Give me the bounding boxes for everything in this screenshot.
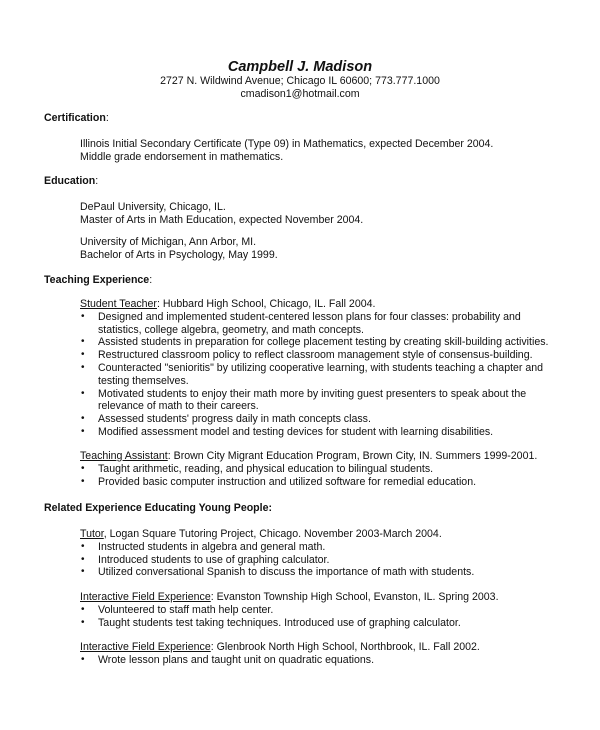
- certification-heading: Certification:: [44, 112, 109, 124]
- certification-heading-text: Certification: [44, 112, 106, 124]
- job-title: Interactive Field Experience: [80, 641, 211, 653]
- related-job: [80, 528, 560, 579]
- bullet-text: Volunteered to staff math help center.: [98, 603, 274, 616]
- bullet-text: Provided basic computer instruction and utilized software for remedial education.: [98, 475, 477, 488]
- certification-line: Illinois Initial Secondary Certificate (Type 09) in Mathematics, expected December 2004.: [80, 138, 494, 150]
- job-title: Teaching Assistant: [80, 450, 168, 462]
- school-name: University of Michigan, Ann Arbor, MI.: [80, 236, 257, 248]
- job-title: Tutor: [80, 528, 104, 540]
- list-item: [80, 426, 560, 439]
- list-item: [80, 413, 560, 426]
- bullet-text: Motivated students to enjoy their math more by inviting guest presenters to speak about the relevance of math to their careers.: [98, 387, 527, 413]
- related-job: [80, 641, 560, 667]
- job-detail: : Hubbard High School, Chicago, IL. Fall 2004.: [156, 298, 376, 310]
- job-title: Student Teacher: [80, 298, 157, 310]
- school-degree: Bachelor of Arts in Psychology, May 1999.: [80, 248, 278, 261]
- bullet-text: Counteracted "senioritis" by utilizing cooperative learning, with students teaching a chapter and testing themselves.: [98, 361, 544, 387]
- school-degree: Master of Arts in Math Education, expected November 2004.: [80, 213, 364, 226]
- job-bullets: [80, 604, 560, 630]
- bullet-icon: •: [81, 336, 85, 348]
- list-item: [80, 362, 560, 388]
- related-heading-text: Related Experience Educating Young People: [44, 502, 269, 514]
- candidate-name: Campbell J. Madison: [227, 59, 373, 75]
- job-title-line: [80, 298, 560, 311]
- job-bullets: [80, 654, 560, 667]
- job-detail: : Evanston Township High School, Evanston, IL. Spring 2003.: [210, 591, 499, 603]
- list-item: [80, 654, 560, 667]
- teaching-job: [80, 450, 560, 488]
- education-heading: Education:: [44, 175, 99, 187]
- list-item: [80, 566, 560, 579]
- certification-block: [80, 138, 560, 164]
- bullet-text: Introduced students to use of graphing calculator.: [98, 553, 330, 566]
- list-item: [80, 554, 560, 567]
- bullet-icon: •: [81, 361, 85, 373]
- education-heading-text: Education: [44, 175, 96, 187]
- bullet-icon: •: [81, 413, 85, 425]
- list-item: [80, 541, 560, 554]
- job-title-line: [80, 641, 560, 654]
- bullet-icon: •: [81, 475, 85, 487]
- bullet-text: Designed and implemented student-centered lesson plans for four classes: probability and statistics, college algebra, geometry, and math concepts.: [98, 310, 521, 336]
- job-title: Interactive Field Experience: [80, 591, 211, 603]
- bullet-icon: •: [81, 387, 85, 399]
- bullet-icon: •: [81, 349, 85, 361]
- list-item: [80, 349, 560, 362]
- job-bullets: [80, 463, 560, 489]
- list-item: [80, 463, 560, 476]
- bullet-text: Assessed students' progress daily in math concepts class.: [98, 413, 371, 426]
- education-school: [80, 236, 560, 262]
- bullet-text: Modified assessment model and testing devices for student with learning disabilities.: [98, 425, 494, 438]
- list-item: [80, 617, 560, 630]
- bullet-icon: •: [81, 310, 85, 322]
- job-bullets: [80, 541, 560, 579]
- bullet-text: Taught students test taking techniques. Introduced use of graphing calculator.: [98, 616, 461, 629]
- related-job: [80, 591, 560, 629]
- job-title-line: [80, 450, 560, 463]
- job-detail: , Logan Square Tutoring Project, Chicago. November 2003-March 2004.: [103, 528, 442, 540]
- list-item: [80, 311, 560, 337]
- education-school: [80, 201, 560, 227]
- job-bullets: [80, 311, 560, 439]
- bullet-text: Assisted students in preparation for college placement testing by creating skill-building activities.: [98, 336, 549, 349]
- list-item: [80, 388, 560, 414]
- teaching-heading-text: Teaching Experience: [44, 274, 150, 286]
- teaching-heading: Teaching Experience:: [44, 274, 153, 286]
- bullet-text: Taught arithmetic, reading, and physical education to bilingual students.: [98, 462, 434, 475]
- bullet-icon: •: [81, 540, 85, 552]
- bullet-text: Restructured classroom policy to reflect classroom management style of consensus-building.: [98, 349, 533, 362]
- bullet-icon: •: [81, 653, 85, 665]
- related-heading: Related Experience Educating Young People:: [44, 502, 273, 514]
- job-title-line: [80, 528, 560, 541]
- bullet-text: Instructed students in algebra and general math.: [98, 540, 326, 553]
- bullet-icon: •: [81, 603, 85, 615]
- school-name: DePaul University, Chicago, IL.: [80, 201, 226, 213]
- bullet-icon: •: [81, 462, 85, 474]
- certification-line: Middle grade endorsement in mathematics.: [80, 150, 284, 163]
- bullet-icon: •: [81, 566, 85, 578]
- resume-header: [0, 59, 600, 101]
- bullet-icon: •: [81, 553, 85, 565]
- bullet-text: Wrote lesson plans and taught unit on quadratic equations.: [98, 653, 375, 666]
- job-detail: : Glenbrook North High School, Northbrook, IL. Fall 2002.: [210, 641, 480, 653]
- contact-email: cmadison1@hotmail.com: [240, 88, 360, 100]
- list-item: [80, 604, 560, 617]
- list-item: [80, 336, 560, 349]
- bullet-icon: •: [81, 425, 85, 437]
- contact-address: 2727 N. Wildwind Avenue; Chicago IL 60600; 773.777.1000: [160, 75, 440, 87]
- bullet-text: Utilized conversational Spanish to discuss the importance of math with students.: [98, 566, 475, 579]
- job-title-line: [80, 591, 560, 604]
- bullet-icon: •: [81, 616, 85, 628]
- teaching-job: [80, 298, 560, 439]
- job-detail: : Brown City Migrant Education Program, Brown City, IN. Summers 1999-2001.: [167, 450, 538, 462]
- list-item: [80, 476, 560, 489]
